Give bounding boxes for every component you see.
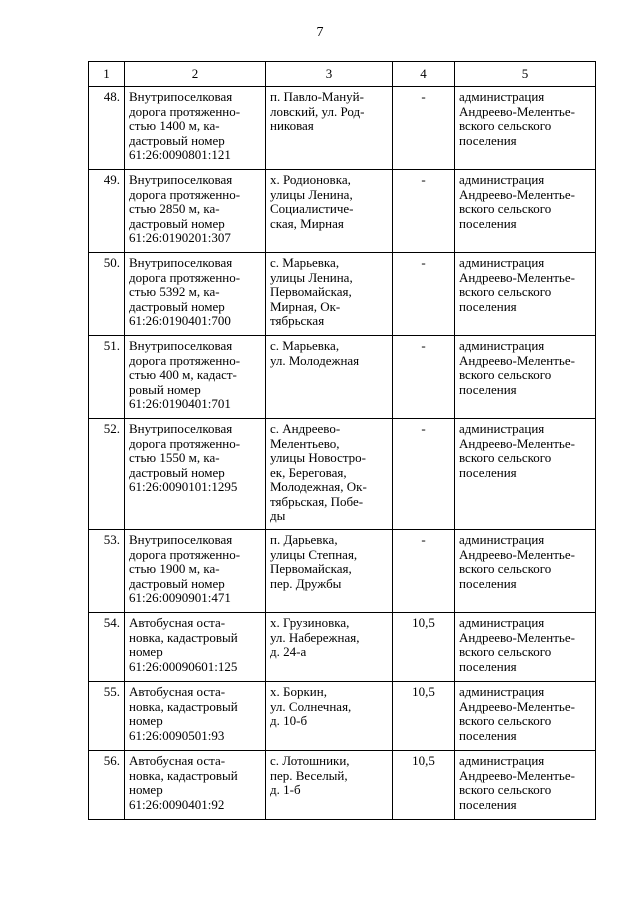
row-number: 54. <box>89 613 125 682</box>
table-row <box>89 336 596 419</box>
object-area: - <box>393 336 455 419</box>
table-row <box>89 253 596 336</box>
table-row <box>89 682 596 751</box>
object-owner: администрация Андреево-Мелентье- вского сельского поселения <box>455 253 596 336</box>
row-number: 56. <box>89 751 125 820</box>
table-row <box>89 419 596 530</box>
object-area: - <box>393 419 455 530</box>
table-row <box>89 751 596 820</box>
row-number: 55. <box>89 682 125 751</box>
object-area: 10,5 <box>393 682 455 751</box>
object-description: Внутрипоселковая дорога протяженно- стью 1550 м, ка- дастровый номер 61:26:0090101:1295 <box>125 419 266 530</box>
object-address: с. Андреево- Мелентьево, улицы Новостро- ек, Береговая, Молодежная, Ок- тябрьская, Побе- ды <box>266 419 393 530</box>
object-description: Автобусная оста- новка, кадастровый номер 61:26:0090501:93 <box>125 682 266 751</box>
object-description: Внутрипоселковая дорога протяженно- стью 1400 м, ка- дастровый номер 61:26:0090801:121 <box>125 87 266 170</box>
row-number: 53. <box>89 530 125 613</box>
row-number: 48. <box>89 87 125 170</box>
header-row <box>89 62 596 87</box>
object-owner: администрация Андреево-Мелентье- вского сельского поселения <box>455 751 596 820</box>
object-area: - <box>393 170 455 253</box>
object-address: с. Марьевка, улицы Ленина, Первомайская, Мирная, Ок- тябрьская <box>266 253 393 336</box>
object-owner: администрация Андреево-Мелентье- вского сельского поселения <box>455 682 596 751</box>
object-address: с. Марьевка, ул. Молодежная <box>266 336 393 419</box>
object-owner: администрация Андреево-Мелентье- вского сельского поселения <box>455 613 596 682</box>
table-row <box>89 530 596 613</box>
header-col-2: 2 <box>125 62 266 87</box>
object-description: Внутрипоселковая дорога протяженно- стью 2850 м, ка- дастровый номер 61:26:0190201:307 <box>125 170 266 253</box>
table-header <box>89 62 596 87</box>
object-address: п. Дарьевка, улицы Степная, Первомайская, пер. Дружбы <box>266 530 393 613</box>
row-number: 51. <box>89 336 125 419</box>
row-number: 50. <box>89 253 125 336</box>
object-owner: администрация Андреево-Мелентье- вского сельского поселения <box>455 336 596 419</box>
object-owner: администрация Андреево-Мелентье- вского сельского поселения <box>455 530 596 613</box>
table-row <box>89 87 596 170</box>
table-row <box>89 613 596 682</box>
object-description: Автобусная оста- новка, кадастровый номер 61:26:00090601:125 <box>125 613 266 682</box>
object-owner: администрация Андреево-Мелентье- вского сельского поселения <box>455 87 596 170</box>
object-address: с. Лотошники, пер. Веселый, д. 1-б <box>266 751 393 820</box>
object-description: Внутрипоселковая дорога протяженно- стью 5392 м, ка- дастровый номер 61:26:0190401:700 <box>125 253 266 336</box>
table-body <box>89 87 596 820</box>
object-description: Внутрипоселковая дорога протяженно- стью 400 м, кадаст- ровый номер 61:26:0190401:701 <box>125 336 266 419</box>
object-address: х. Боркин, ул. Солнечная, д. 10-б <box>266 682 393 751</box>
object-area: - <box>393 253 455 336</box>
table-row <box>89 170 596 253</box>
object-area: - <box>393 87 455 170</box>
header-col-5: 5 <box>455 62 596 87</box>
object-owner: администрация Андреево-Мелентье- вского сельского поселения <box>455 170 596 253</box>
object-address: х. Грузиновка, ул. Набережная, д. 24-а <box>266 613 393 682</box>
object-area: - <box>393 530 455 613</box>
row-number: 49. <box>89 170 125 253</box>
header-col-1: 1 <box>89 62 125 87</box>
header-col-4: 4 <box>393 62 455 87</box>
property-registry-table <box>88 61 596 820</box>
object-address: х. Родионовка, улицы Ленина, Социалистиче- ская, Мирная <box>266 170 393 253</box>
object-area: 10,5 <box>393 613 455 682</box>
object-description: Внутрипоселковая дорога протяженно- стью 1900 м, ка- дастровый номер 61:26:0090901:471 <box>125 530 266 613</box>
object-area: 10,5 <box>393 751 455 820</box>
object-address: п. Павло-Мануй- ловский, ул. Род- никовая <box>266 87 393 170</box>
row-number: 52. <box>89 419 125 530</box>
object-description: Автобусная оста- новка, кадастровый номер 61:26:0090401:92 <box>125 751 266 820</box>
page-number: 7 <box>316 25 324 40</box>
object-owner: администрация Андреево-Мелентье- вского сельского поселения <box>455 419 596 530</box>
header-col-3: 3 <box>266 62 393 87</box>
